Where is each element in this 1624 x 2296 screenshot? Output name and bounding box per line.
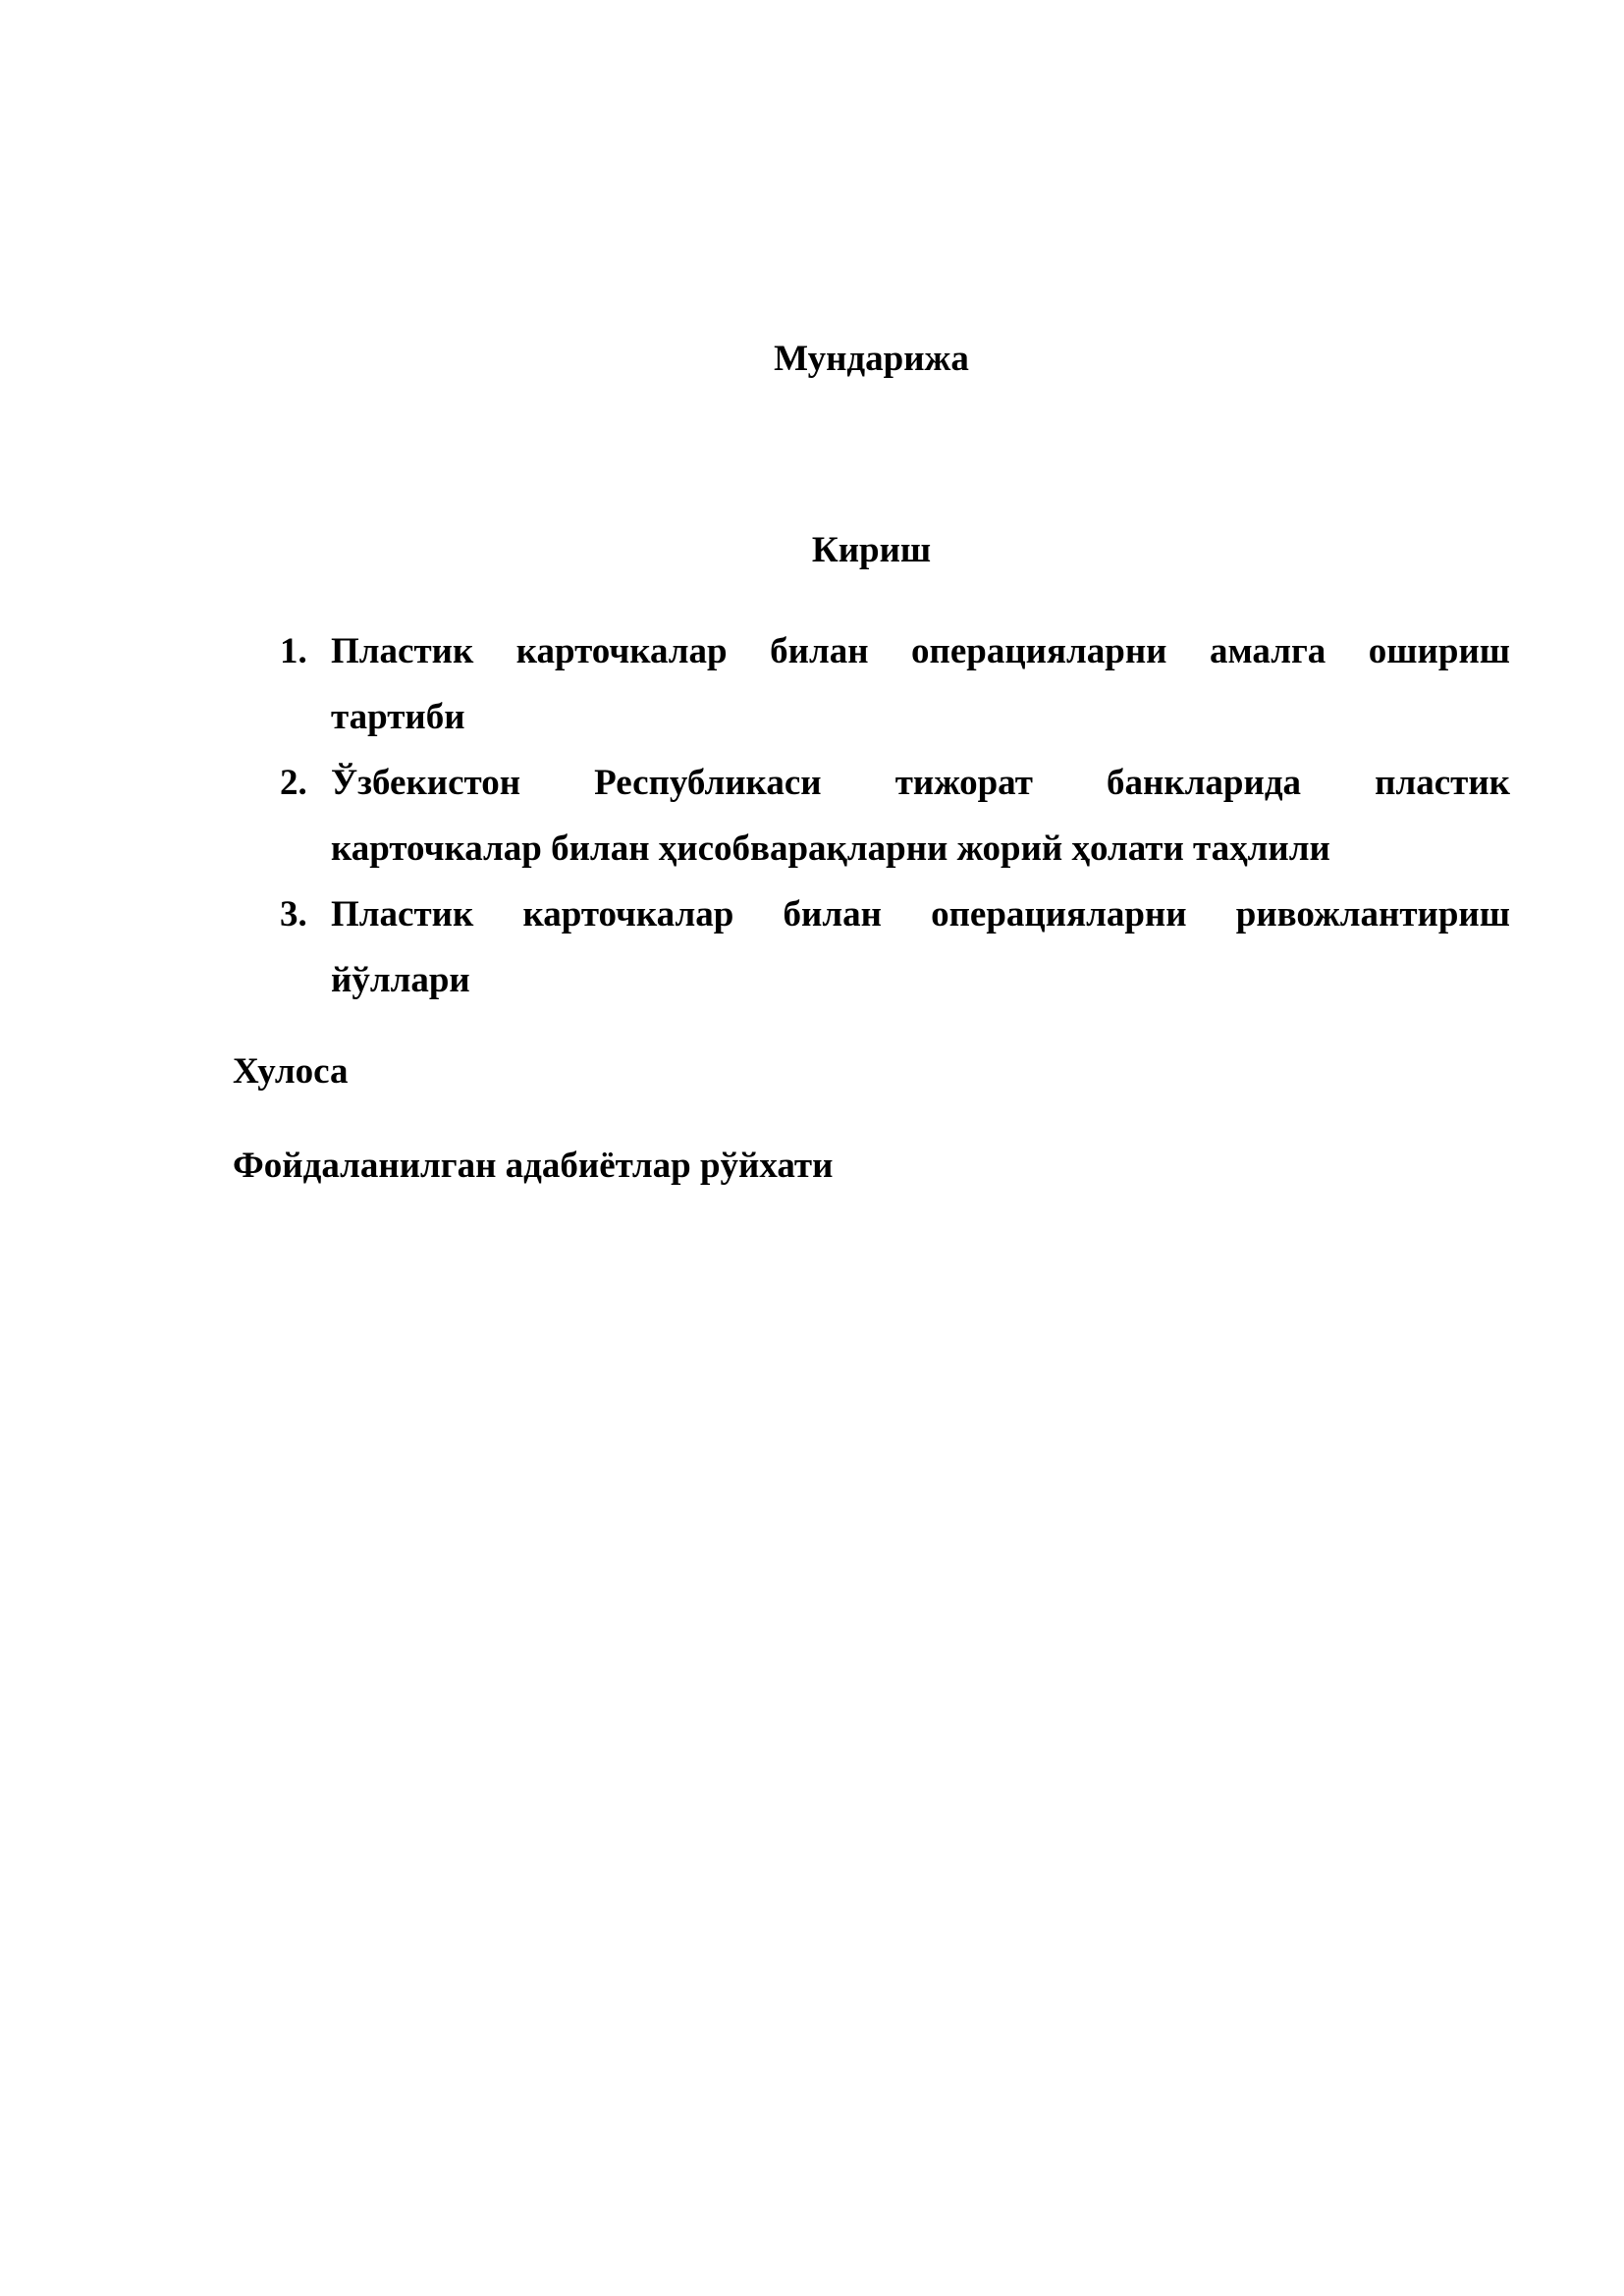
page-title — [233, 336, 1510, 383]
chapter-number: 2. — [280, 763, 307, 803]
chapter-title-line-1: Пластик карточкалар билан операцияларни ривожлантириш — [331, 894, 1510, 934]
chapter-title-line-2: карточкалар билан ҳисобварақларни жорий ҳолати таҳлили — [331, 828, 1330, 869]
chapter-item-2 — [233, 750, 1510, 881]
references-heading: Фойдаланилган адабиётлар рўйхати — [233, 1146, 834, 1186]
chapter-title-line-2: тартиби — [331, 697, 465, 737]
chapter-title-line-2: йўллари — [331, 960, 470, 1000]
chapter-number: 3. — [280, 894, 307, 934]
chapter-number: 1. — [280, 631, 307, 671]
chapter-item-3 — [233, 881, 1510, 1013]
chapter-item-1 — [233, 618, 1510, 750]
conclusion-heading: Хулоса — [233, 1051, 349, 1092]
intro-heading: Кириш — [811, 530, 932, 570]
chapter-title-line-1: Пластик карточкалар билан операцияларни амалга ошириш — [331, 631, 1510, 671]
chapter-title-line-1: Ўзбекистон Республикаси тижорат банкларида пластик — [331, 763, 1510, 803]
chapter-list — [233, 618, 1510, 1013]
contents-heading: Мундарижа — [774, 339, 969, 379]
